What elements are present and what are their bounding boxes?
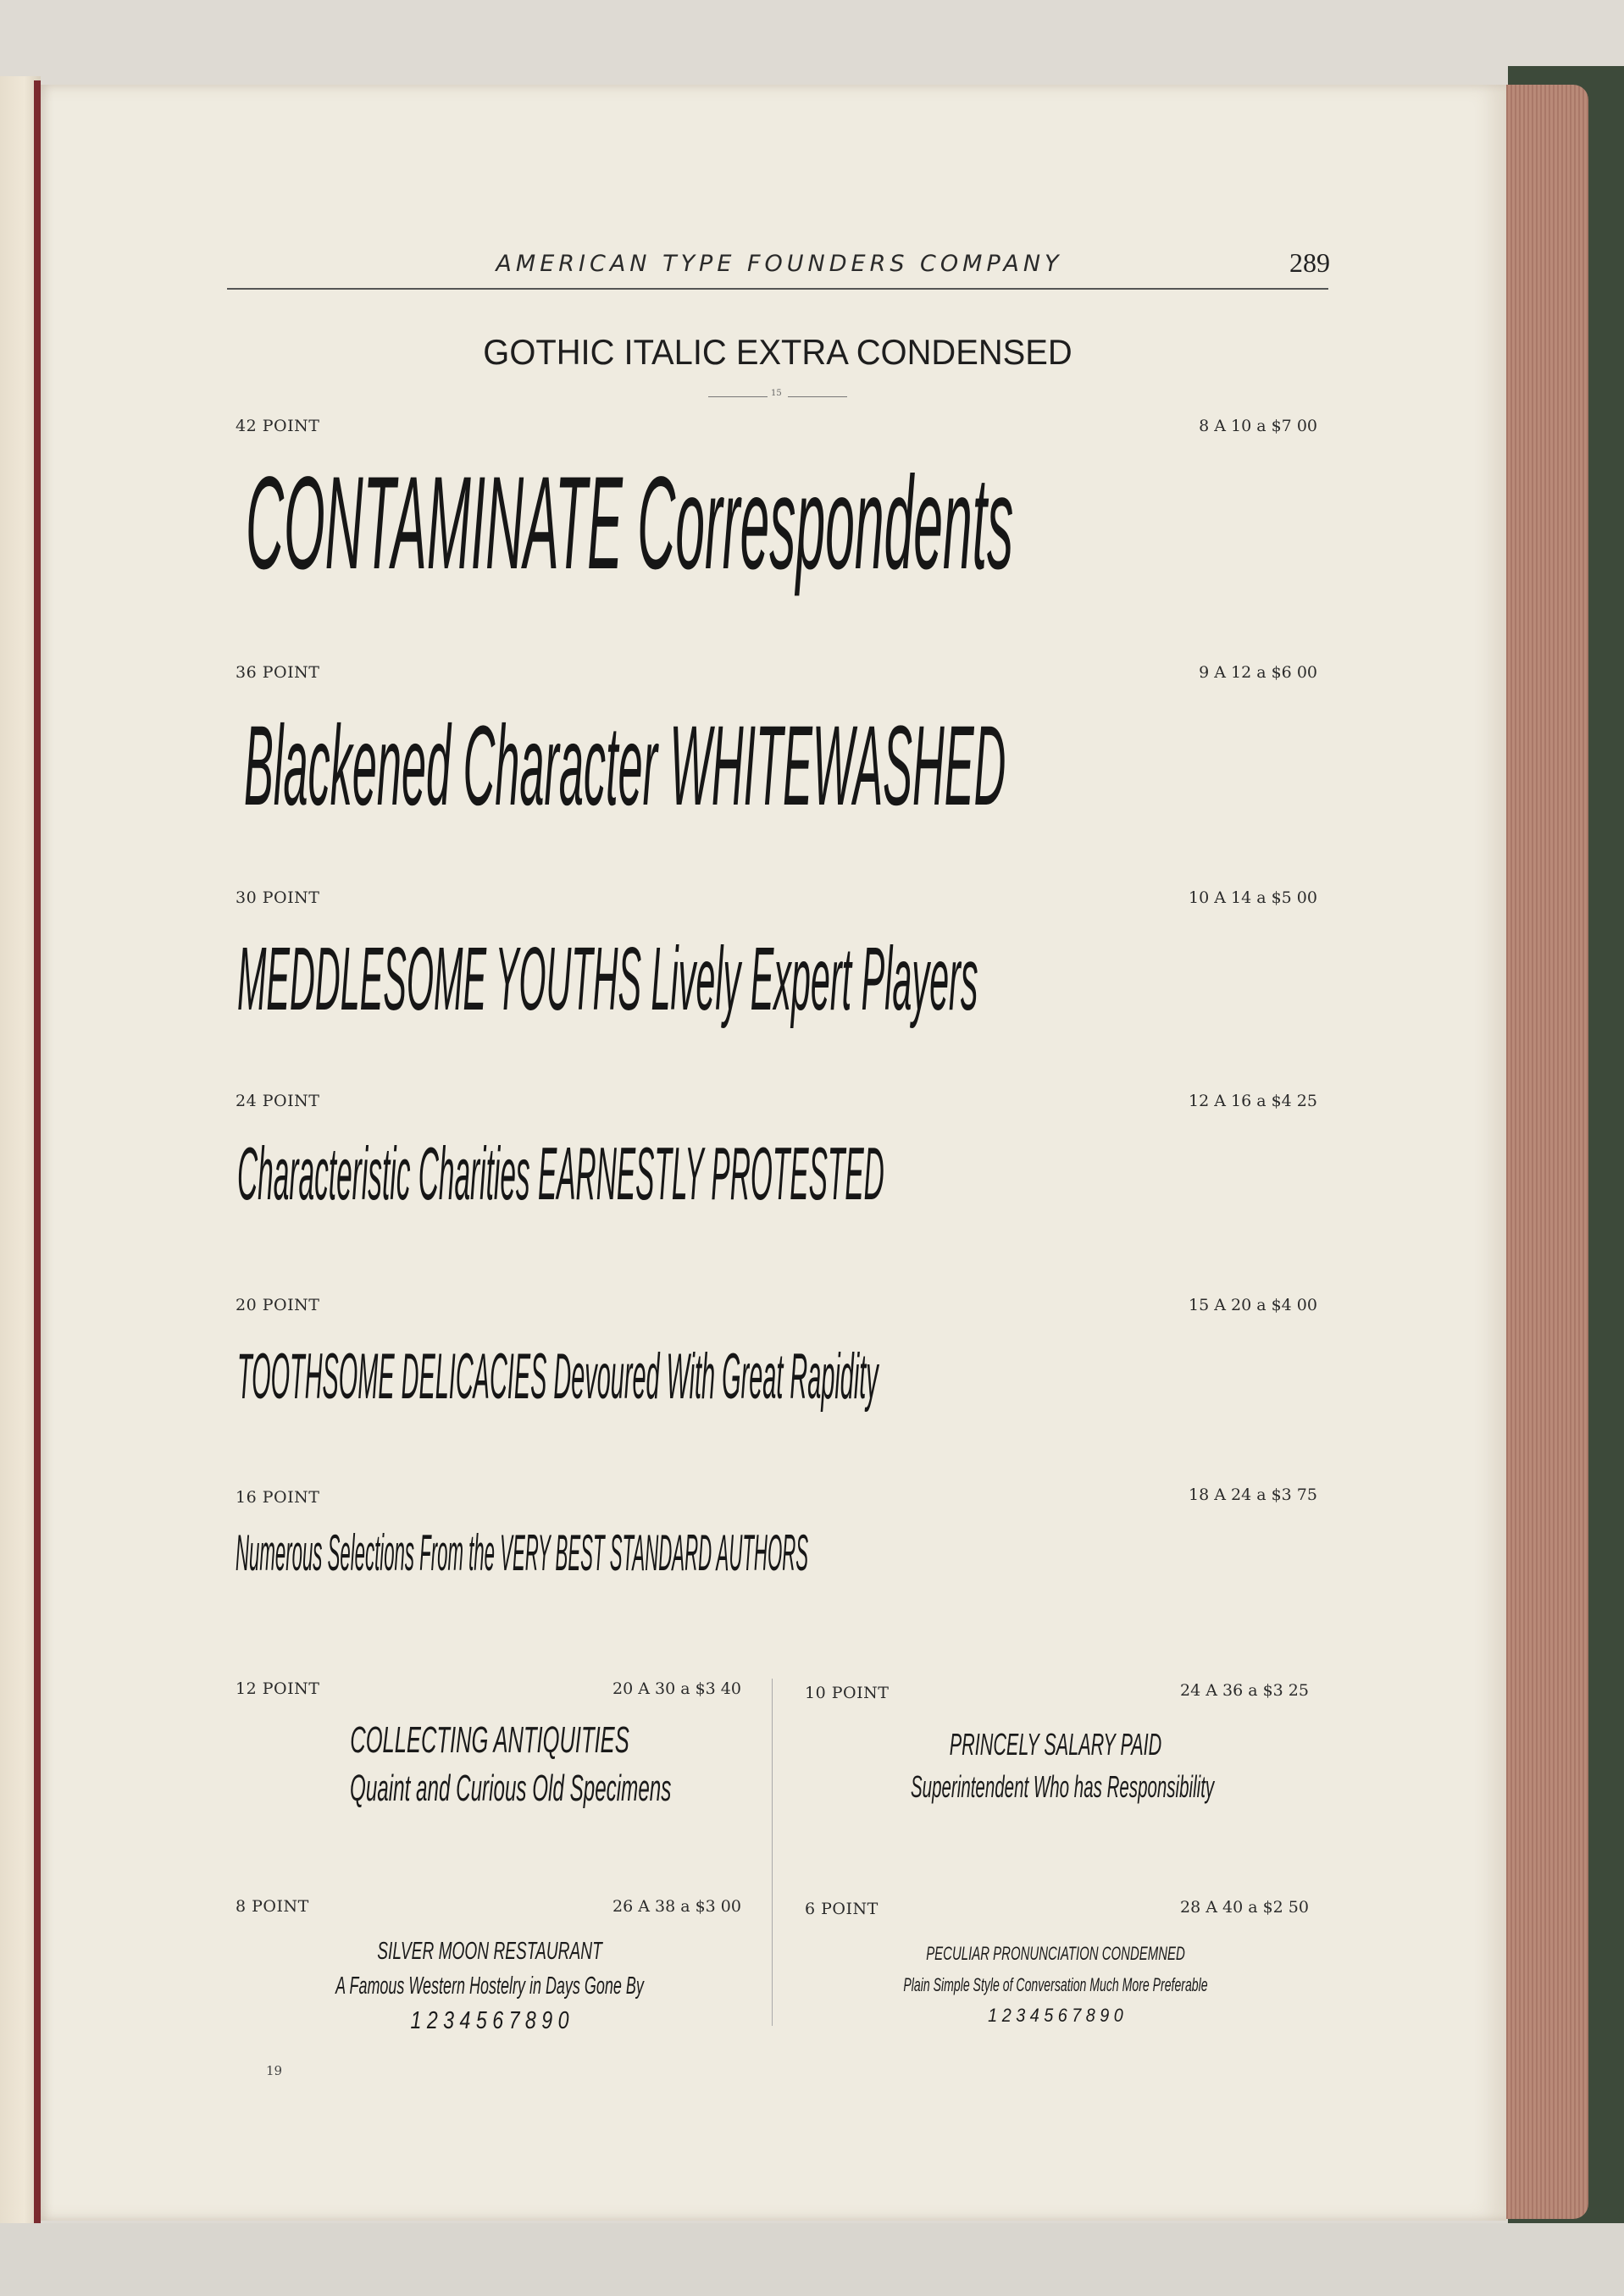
title-ornament — [708, 391, 847, 403]
binding-spine — [34, 80, 41, 2236]
specimen-line-24: Characteristic Charities EARNESTLY PROTESTED — [237, 1131, 884, 1215]
specimen-price-20: 15 A 20 a $4 00 — [1189, 1296, 1317, 1314]
specimen-price-12: 20 A 30 a $3 40 — [612, 1679, 741, 1698]
specimen-12-line1: COLLECTING ANTIQUITIES — [350, 1719, 629, 1761]
specimen-6-line2: Plain Simple Style of Conversation Much More Preferable — [903, 1974, 1208, 1995]
specimen-size-36: 36 POINT — [236, 663, 320, 682]
specimen-size-6: 6 POINT — [805, 1900, 879, 1918]
specimen-size-12: 12 POINT — [236, 1679, 320, 1698]
specimen-size-20: 20 POINT — [236, 1296, 320, 1314]
page-title: GOTHIC ITALIC EXTRA CONDENSED — [483, 332, 1073, 372]
running-head: AMERICAN TYPE FOUNDERS COMPANY — [496, 251, 1063, 277]
specimen-price-10: 24 A 36 a $3 25 — [1180, 1681, 1309, 1700]
specimen-price-8: 26 A 38 a $3 00 — [612, 1897, 741, 1916]
specimen-8-figures: 1 2 3 4 5 6 7 8 9 0 — [410, 2007, 569, 2034]
specimen-price-16: 18 A 24 a $3 75 — [1189, 1485, 1317, 1504]
specimen-line-42: CONTAMINATE Correspondents — [246, 450, 1014, 597]
header-rule — [227, 288, 1328, 290]
specimen-size-24: 24 POINT — [236, 1092, 320, 1110]
specimen-10-line1: PRINCELY SALARY PAID — [949, 1727, 1162, 1762]
column-divider — [772, 1679, 773, 2026]
background-surface — [0, 2223, 1624, 2296]
specimen-line-16: Numerous Selections From the VERY BEST STANDARD AUTHORS — [236, 1524, 809, 1581]
specimen-size-8: 8 POINT — [236, 1897, 309, 1916]
specimen-price-24: 12 A 16 a $4 25 — [1189, 1092, 1317, 1110]
specimen-size-16: 16 POINT — [236, 1488, 320, 1507]
specimen-12-line2: Quaint and Curious Old Specimens — [350, 1768, 672, 1809]
specimen-price-36: 9 A 12 a $6 00 — [1199, 663, 1317, 682]
specimen-size-42: 42 POINT — [236, 417, 320, 435]
specimen-8-line2: A Famous Western Hostelry in Days Gone By — [335, 1972, 644, 2000]
specimen-size-10: 10 POINT — [805, 1684, 890, 1702]
signature-mark: 19 — [266, 2063, 283, 2078]
specimen-8-line1: SILVER MOON RESTAURANT — [377, 1938, 602, 1965]
ornament-number: 15 — [771, 389, 782, 398]
page-edges — [1495, 85, 1588, 2219]
specimen-line-20: TOOTHSOME DELICACIES Devoured With Great Rapidity — [237, 1341, 879, 1413]
specimen-10-line2: Superintendent Who has Responsibility — [911, 1769, 1215, 1804]
specimen-line-30: MEDDLESOME YOUTHS Lively Expert Players — [237, 929, 978, 1029]
specimen-size-30: 30 POINT — [236, 888, 320, 907]
specimen-price-42: 8 A 10 a $7 00 — [1199, 417, 1317, 435]
page-number: 289 — [1289, 247, 1330, 278]
specimen-6-figures: 1 2 3 4 5 6 7 8 9 0 — [988, 2005, 1123, 2026]
specimen-line-36: Blackened Character WHITEWASHED — [244, 703, 1006, 829]
specimen-price-30: 10 A 14 a $5 00 — [1189, 888, 1317, 907]
specimen-6-line1: PECULIAR PRONUNCIATION CONDEMNED — [926, 1943, 1185, 1964]
specimen-price-6: 28 A 40 a $2 50 — [1180, 1898, 1309, 1917]
